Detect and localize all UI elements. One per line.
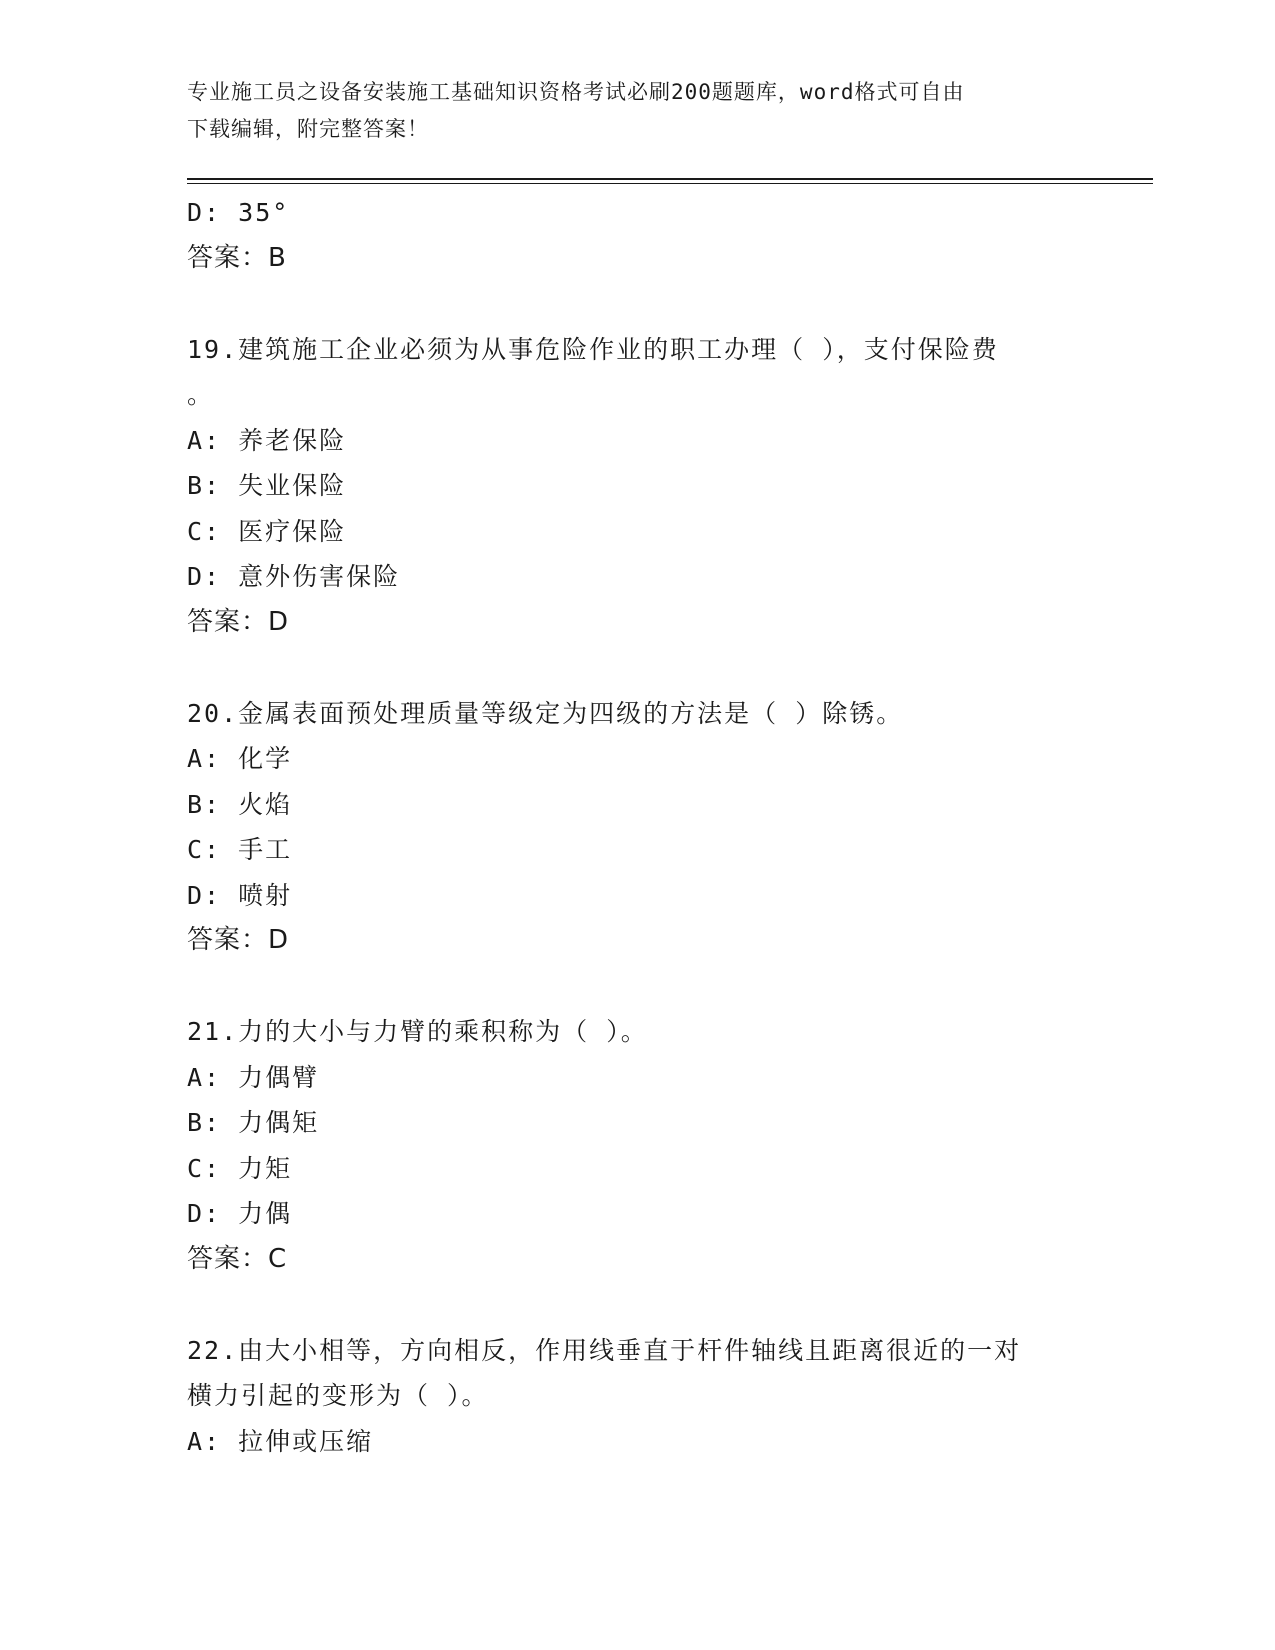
question-stem: 19.建筑施工企业必须为从事危险作业的职工办理（ ），支付保险费 — [187, 334, 999, 364]
option-c: C: 力矩 — [187, 1153, 293, 1183]
answer-line: 答案：B — [187, 242, 287, 273]
option-c: C: 手工 — [187, 835, 293, 864]
option-c: C: 医疗保险 — [187, 516, 347, 546]
spacer — [187, 1282, 1087, 1328]
question-21 — [187, 1009, 1087, 1282]
option-b: B: 失业保险 — [187, 471, 347, 500]
document-title-line-2: 下载编辑，附完整答案！ — [187, 117, 429, 141]
option-d: D: 35° — [187, 198, 290, 227]
previous-question-tail — [187, 190, 1087, 281]
question-stem: 20.金属表面预处理质量等级定为四级的方法是（ ）除锈。 — [187, 698, 904, 728]
answer-line: 答案：D — [187, 925, 290, 955]
option-a: A: 力偶臂 — [187, 1062, 320, 1092]
option-d: D: 力偶 — [187, 1199, 293, 1228]
page-header — [187, 74, 1067, 148]
question-stem-continued: 。 — [187, 380, 215, 409]
spacer — [187, 281, 1087, 327]
option-b: B: 力偶矩 — [187, 1108, 320, 1137]
question-19 — [187, 327, 1087, 646]
answer-line: 答案：C — [187, 1243, 288, 1274]
option-a: A: 拉伸或压缩 — [187, 1426, 374, 1456]
option-a: A: 养老保险 — [187, 425, 347, 455]
option-a: A: 化学 — [187, 744, 293, 773]
option-d: D: 意外伤害保险 — [187, 562, 401, 591]
spacer — [187, 645, 1087, 691]
option-b: B: 火焰 — [187, 789, 293, 819]
question-stem: 22.由大小相等，方向相反，作用线垂直于杆件轴线且距离很近的一对 — [187, 1335, 1022, 1365]
question-stem: 21.力的大小与力臂的乘积称为（ ）。 — [187, 1017, 648, 1046]
option-d: D: 喷射 — [187, 880, 293, 910]
question-stem-continued: 横力引起的变形为（ ）。 — [187, 1381, 489, 1410]
question-20 — [187, 691, 1087, 964]
document-title-line-1: 专业施工员之设备安装施工基础知识资格考试必刷200题题库，word格式可自由 — [187, 80, 965, 104]
question-22 — [187, 1328, 1087, 1465]
answer-line: 答案：D — [187, 606, 290, 637]
spacer — [187, 964, 1087, 1010]
header-divider — [187, 178, 1153, 184]
question-list — [187, 190, 1087, 1464]
